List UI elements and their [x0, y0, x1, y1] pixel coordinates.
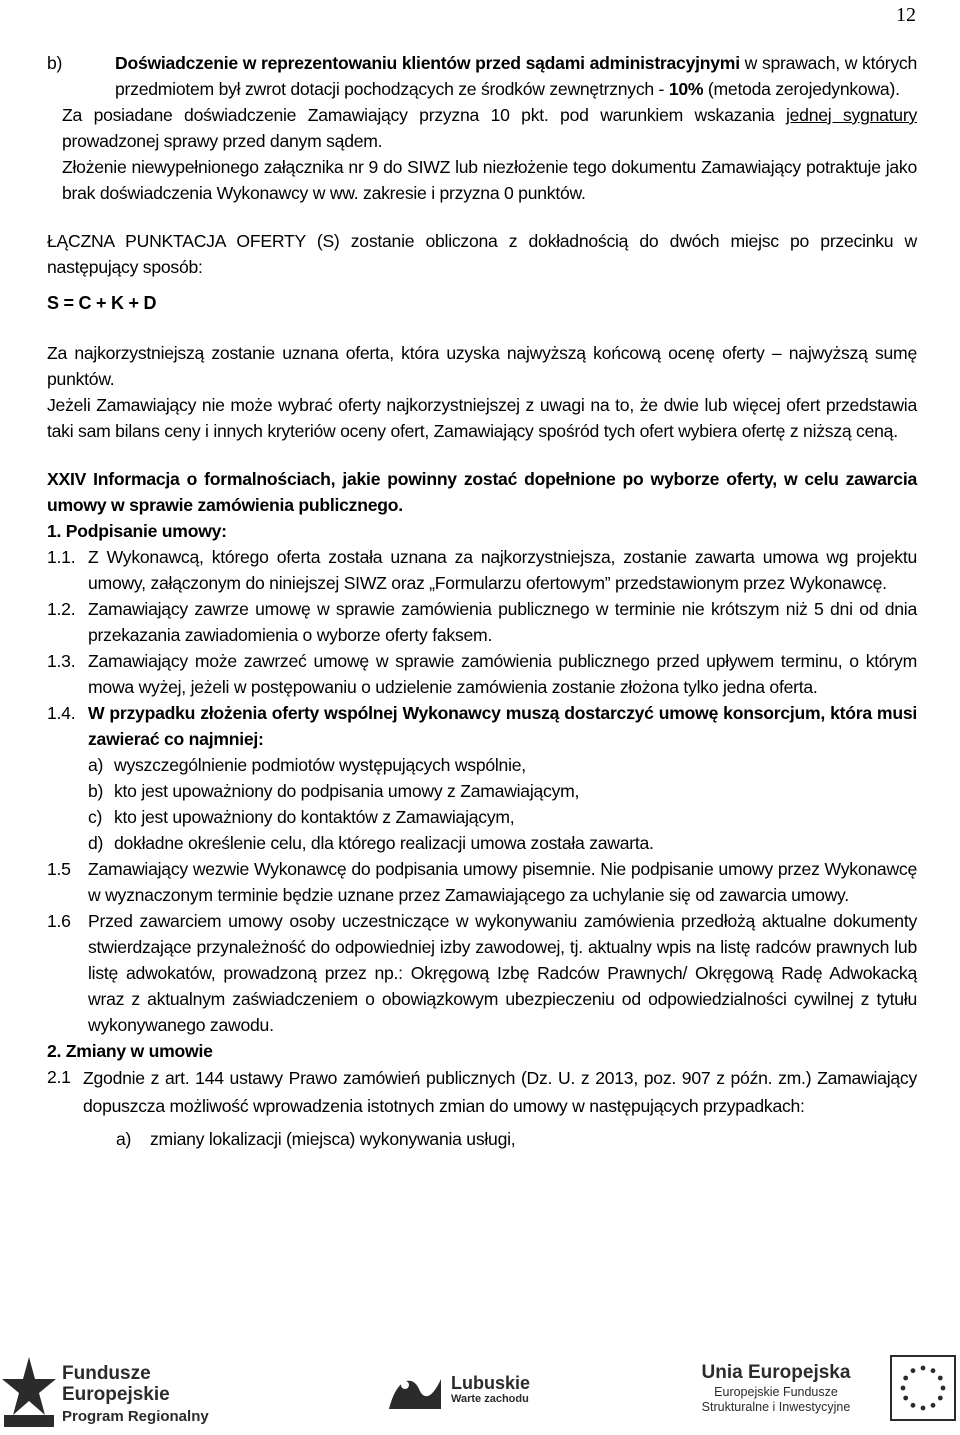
item-label: 1.4.: [47, 703, 76, 723]
total-score-intro: ŁĄCZNA PUNKTACJA OFERTY (S) zostanie obliczona z dokładnością do dwóch miejsc po przecinku w następujący sposób:: [47, 231, 917, 277]
sub-item-text: zmiany lokalizacji (miejsca) wykonywania usługi,: [150, 1129, 516, 1149]
items-1-1-to-1-3: [47, 544, 917, 700]
item-1-4: [47, 700, 917, 752]
sub-item-text: dokładne określenie celu, dla którego realizacji umowa została zawarta.: [114, 833, 654, 853]
fe-line1: Fundusze: [62, 1363, 151, 1384]
section-b-text-2: (metoda zerojedynkowa).: [703, 79, 900, 99]
item-text: Zamawiający wezwie Wykonawcę do podpisania umowy pisemnie. Nie podpisanie umowy przez Wykonawcę w wyznaczonym terminie będzie uznane przez Zamawiającego za uchylanie się od zawarcia umowy.: [88, 859, 917, 905]
points-text-before: Za posiadane doświadczenie Zamawiający przyzna 10 pkt. pod warunkiem wskazania: [62, 105, 786, 125]
list-item: [47, 856, 917, 908]
sub-item-label: a): [116, 1129, 132, 1149]
lub-line1: Lubuskie: [451, 1373, 531, 1393]
fe-star-icon: [0, 1353, 58, 1429]
section-b-label: b): [47, 53, 63, 73]
item-2-1: [47, 1064, 917, 1120]
item-text: W przypadku złożenia oferty wspólnej Wykonawcy muszą dostarczyć umowę konsorcjum, która musi zawierać co najmniej:: [88, 703, 917, 749]
fundusze-europejskie-logo: [0, 1353, 210, 1431]
ue-line1: Unia Europejska: [701, 1362, 851, 1383]
item-text: Zamawiający zawrze umowę w sprawie zamówienia publicznego w terminie nie krótszym niż 5 dni od dnia przekazania zawiadomienia o wyborze oferty faksem.: [88, 599, 917, 645]
sub-item-label: a): [88, 755, 104, 775]
lubuskie-logo: [385, 1365, 545, 1425]
ue-line3: Strukturalne i Inwestycyjne: [701, 1400, 851, 1414]
section-b-heading: Doświadczenie w reprezentowaniu klientów przed sądami administracyjnymi: [115, 53, 740, 73]
section-b-text: [115, 50, 917, 102]
item-label: 2.1: [47, 1067, 71, 1087]
points-text-after: prowadzonej sprawy przed danym sądem.: [62, 131, 383, 151]
sub-item-text: wyszczególnienie podmiotów występujących wspólnie,: [114, 755, 526, 775]
sub-item-text: kto jest upoważniony do kontaktów z Zamawiającym,: [114, 807, 515, 827]
page-number: 12: [896, 4, 916, 26]
list-item: [47, 648, 917, 700]
sub-item-label: b): [88, 781, 104, 801]
item-label: 1.1.: [47, 547, 76, 567]
fe-text: [62, 1363, 209, 1427]
list-item: [47, 596, 917, 648]
sub-item-label: c): [88, 807, 103, 827]
points-paragraph: [47, 102, 917, 154]
list-item: [47, 908, 917, 1038]
lub-line2: Warte zachodu: [451, 1393, 529, 1405]
footer-logos: [0, 1345, 960, 1435]
eu-flag-icon: [890, 1355, 956, 1421]
item-text: Przed zawarciem umowy osoby uczestniczące w wykonywaniu zamówienia przedłożą aktualne dokumenty stwierdzające przynależność do odpowiedniej izby zawodowej, tj. aktualny wpis na listę radców prawnych lub listę adwokatów, prowadzoną przez np.: Okręgową Izbę Radców Prawnych/ Okręgową Radę Adwokacką wraz z aktualnym zaświadczeniem o obowiązkowym ubezpieczeniu od odpowiedzialności cywilnej z tytułu wykonywanego zawodu.: [88, 911, 917, 1035]
signature-underline: jednej sygnatury: [785, 105, 918, 125]
fe-line3: Program Regionalny: [62, 1408, 209, 1425]
lubuskie-icon: [385, 1369, 445, 1415]
attachment-paragraph: Złożenie niewypełnionego załącznika nr 9 do SIWZ lub niezłożenie tego dokumentu Zamawiający potraktuje jako brak doświadczenia Wykonawcy w ww. zakresie i przyzna 0 punktów.: [62, 157, 917, 203]
sub-item-text: kto jest upoważniony do podpisania umowy z Zamawiającym,: [114, 781, 580, 801]
section-xxiv-heading: XXIV Informacja o formalnościach, jakie powinny zostać dopełnione po wyborze oferty, w celu zawarcia umowy w sprawie zamówienia publicznego.: [47, 469, 917, 515]
subsection-1-heading: 1. Podpisanie umowy:: [47, 521, 227, 541]
list-item: [47, 544, 917, 596]
sub-item: [47, 804, 917, 830]
ue-line2: Europejskie Fundusze: [714, 1385, 838, 1399]
section-b-text-1: w sprawach, w których przedmiotem był zwrot dotacji pochodzących ze środków zewnętrznych -: [115, 53, 918, 99]
item-text: Z Wykonawcą, którego oferta została uznana za najkorzystniejsza, zostanie zawarta umowa wg projektu umowy, załączonym do niniejszej SIWZ oraz „Formularzu ofertowym” przedstawionym przez Wykonawcę.: [88, 547, 917, 593]
ue-text: [678, 1361, 874, 1415]
sub-item-label: d): [88, 833, 104, 853]
item-label: 1.6: [47, 911, 71, 931]
section-b: [47, 50, 917, 102]
sub-item: [47, 1126, 917, 1152]
item-label: 1.3.: [47, 651, 76, 671]
best-offer-paragraph: Za najkorzystniejszą zostanie uznana oferta, która uzyska najwyższą końcową ocenę oferty – najwyższą sumę punktów.: [47, 343, 917, 389]
item-text: Zamawiający może zawrzeć umowę w sprawie zamówienia publicznego przed upływem terminu, o którym mowa wyżej, jeżeli w postępowaniu o udzielenie zamówienia zostanie złożona tylko jedna oferta.: [88, 651, 917, 697]
lubuskie-text: [451, 1373, 530, 1406]
score-formula: S = C + K + D: [47, 293, 157, 313]
fe-line2: Europejskie: [62, 1384, 170, 1405]
subsection-2-heading: 2. Zmiany w umowie: [47, 1041, 213, 1061]
unia-europejska-logo: [676, 1351, 960, 1431]
sub-item: [47, 778, 917, 804]
document-body: [47, 50, 917, 1152]
sub-item: [47, 752, 917, 778]
item-label: 1.5: [47, 859, 71, 879]
item-text: Zgodnie z art. 144 ustawy Prawo zamówień publicznych (Dz. U. z 2013, poz. 907 z późn. zm.) Zamawiający dopuszcza możliwość wprowadzenia istotnych zmian do umowy w następujących przypadkach:: [83, 1068, 917, 1116]
item-label: 1.2.: [47, 599, 76, 619]
tie-break-paragraph: Jeżeli Zamawiający nie może wybrać oferty najkorzystniejszej z uwagi na to, że dwie lub więcej ofert przedstawia taki sam bilans ceny i innych kryteriów oceny ofert, Zamawiający spośród tych ofert wybiera ofertę z niższą ceną.: [47, 395, 917, 441]
percent-value: 10%: [668, 79, 704, 99]
sub-item: [47, 830, 917, 856]
